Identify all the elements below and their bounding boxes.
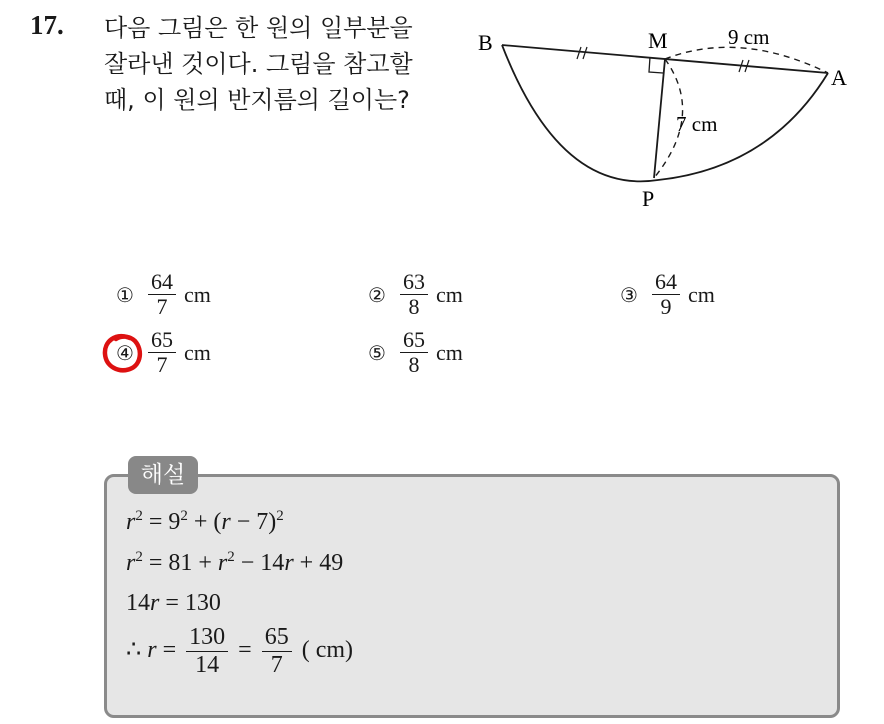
choice-3[interactable] (614, 270, 715, 319)
unit: cm (184, 339, 211, 365)
numerator: 63 (400, 270, 428, 295)
unit: cm (184, 281, 211, 307)
choice-number: ④ (116, 340, 134, 365)
denominator: 7 (156, 352, 168, 377)
label-length-ma: 9 cm (728, 25, 770, 49)
choice-fraction (400, 328, 428, 377)
label-p: P (642, 186, 655, 211)
fraction-65-7: $\frac{65}{7}$ (262, 624, 292, 679)
label-length-mp: 7 cm (676, 112, 718, 136)
choice-2[interactable] (362, 270, 463, 319)
fraction-130-14: $\frac{130}{14}$ (186, 624, 228, 679)
question-line-3: 때, 이 원의 반지름의 길이는? (104, 86, 410, 114)
numerator: 65 (148, 328, 176, 353)
label-m: M (648, 28, 668, 53)
choice-fraction (400, 270, 428, 319)
unit: cm (688, 281, 715, 307)
unit: cm (436, 339, 463, 365)
question-stem (104, 10, 454, 118)
label-b: B (478, 30, 493, 55)
choice-fraction (652, 270, 680, 319)
solution-line-1: $r^2 = 9^2 + (r - 7)^2$ (126, 508, 284, 535)
circle-segment-figure (470, 20, 870, 220)
denominator: 7 (156, 294, 168, 319)
choice-fraction (148, 270, 176, 319)
choice-number: ① (116, 282, 134, 307)
choice-4[interactable] (110, 328, 211, 377)
numerator: 64 (652, 270, 680, 295)
solution-tag: 해설 (128, 456, 198, 494)
choice-number: ⑤ (368, 340, 386, 365)
segment-mp (654, 59, 665, 178)
unit: cm (436, 281, 463, 307)
numerator: 64 (148, 270, 176, 295)
choice-number: ③ (620, 282, 638, 307)
question-line-2: 잘라낸 것이다. 그림을 참고할 (104, 50, 413, 78)
choice-fraction (148, 328, 176, 377)
label-a: A (831, 65, 847, 90)
denominator: 8 (408, 294, 420, 319)
choice-1[interactable] (110, 270, 211, 319)
solution-line-4: ∴ r = $\frac{130}{14}$ = $\frac{65}{7}$ ( cm) (126, 624, 354, 678)
solution-line-2: $r^2 = 81 + r^2 - 14r + 49$ (126, 549, 344, 576)
tick-mark-bm (577, 47, 587, 59)
choice-number: ② (368, 282, 386, 307)
solution-line-3: 14r = 130 (126, 590, 221, 616)
question-number: 17. (30, 10, 64, 40)
numerator: 65 (400, 328, 428, 353)
denominator: 8 (408, 352, 420, 377)
denominator: 9 (660, 294, 672, 319)
question-line-1: 다음 그림은 한 원의 일부분을 (104, 14, 413, 42)
choice-5[interactable] (362, 328, 463, 377)
